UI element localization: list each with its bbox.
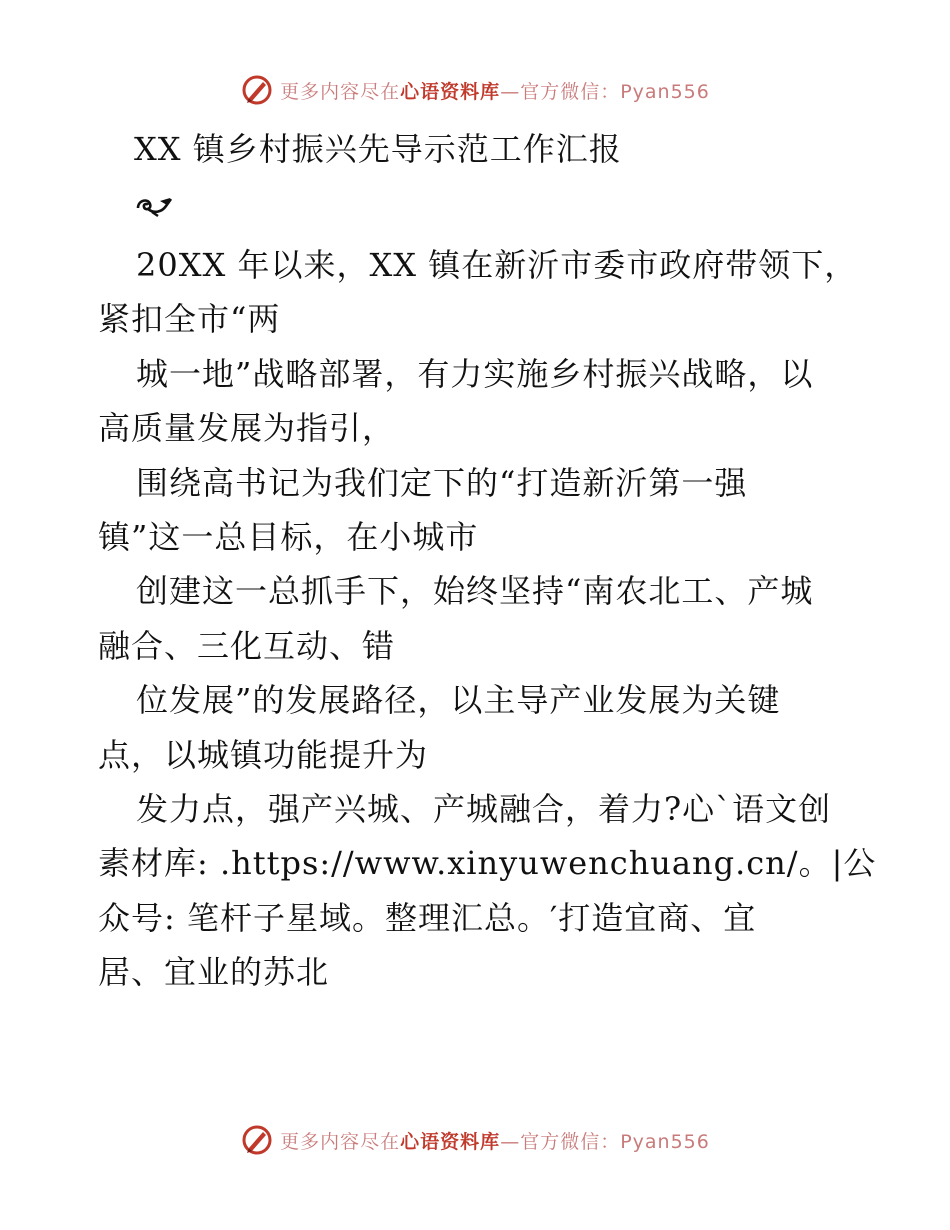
body-line: 围绕高书记为我们定下的“打造新沂第一强	[136, 463, 748, 502]
body-line: 融合、三化互动、错	[98, 626, 396, 665]
body-line: 20XX 年以来，XX 镇在新沂市委市政府带领下，	[136, 246, 858, 284]
body-line: 点，以城镇功能提升为	[98, 735, 429, 774]
document-title: XX 镇乡村振兴先导示范工作汇报	[134, 130, 622, 168]
body-line: 城一地”战略部署，有力实施乡村振兴战略，以	[136, 354, 814, 393]
body-line: 创建这一总抓手下，始终坚持“南农北工、产城	[136, 572, 814, 611]
body-line: 镇”这一总目标，在小城市	[98, 517, 479, 556]
footer-banner	[0, 1118, 950, 1162]
body-line: 素材库: .https://www.xinyuwenchuang.cn/。|公	[98, 844, 877, 883]
body-line: 发力点，强产兴城、产城融合，着力?心`语文创	[136, 789, 832, 828]
banner-text: 更多内容尽在心语资料库—官方微信：Pyan556	[280, 80, 710, 103]
body-line: 紧扣全市“两	[98, 300, 281, 339]
body-line: 位发展”的发展路径，以主导产业发展为关键	[136, 681, 781, 720]
pen-logo-icon	[240, 73, 274, 107]
document-body	[98, 238, 877, 999]
pen-logo-icon	[240, 1123, 274, 1157]
body-line: 高质量发展为指引，	[98, 409, 396, 448]
swirl-ornament-icon	[134, 192, 174, 218]
header-banner	[0, 68, 950, 112]
body-line: 居、宜业的苏北	[98, 953, 330, 992]
banner-text: 更多内容尽在心语资料库—官方微信：Pyan556	[280, 1130, 710, 1153]
body-line: 众号: 笔杆子星域。整理汇总。′打造宜商、宜	[98, 898, 757, 937]
